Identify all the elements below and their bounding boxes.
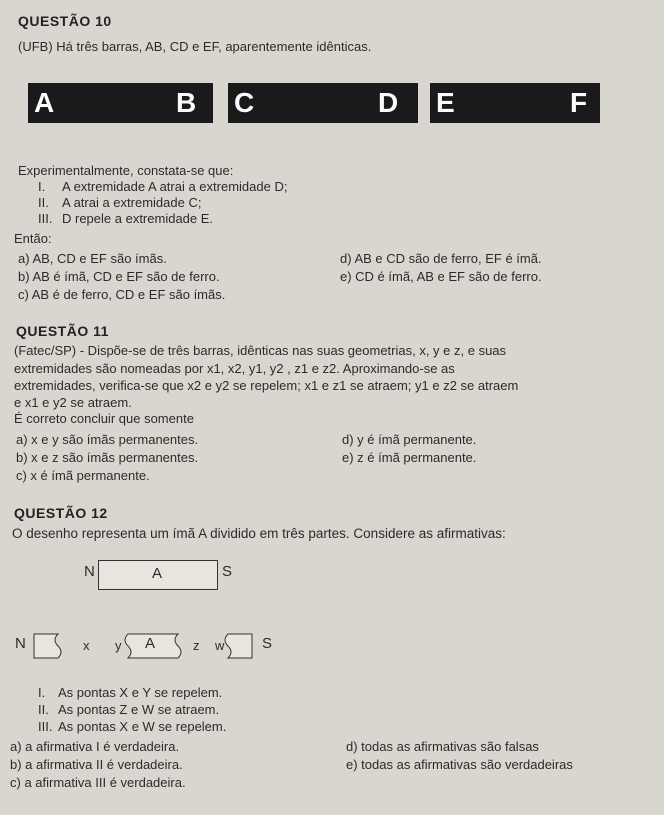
- piece-a-label: A: [145, 635, 156, 652]
- piece-z-label: z: [193, 638, 200, 653]
- piece-3-shape: [225, 634, 252, 658]
- magnet-s-label: S: [222, 563, 233, 580]
- q12-title: QUESTÃO 12: [14, 505, 108, 521]
- q10-exp: Experimentalmente, constata-se que:: [18, 163, 234, 178]
- q10-st1-text: A extremidade A atrai a extremidade D;: [62, 179, 288, 194]
- bar-label-c: C: [234, 87, 255, 118]
- q10-st3-num: III.: [38, 211, 53, 226]
- q12-option-a: a) a afirmativa I é verdadeira.: [10, 739, 180, 754]
- q10-st2-num: II.: [38, 195, 49, 210]
- bar-label-a: A: [34, 87, 55, 118]
- bar-cd: [228, 83, 418, 123]
- q11-line-2: extremidades são nomeadas por x1, x2, y1, y2 , z1 e z2. Aproximando-se as: [14, 361, 455, 376]
- q12-st2-num: II.: [38, 702, 49, 717]
- bar-label-d: D: [378, 87, 399, 118]
- bar-label-f: F: [570, 87, 588, 118]
- q11-line-5: É correto concluir que somente: [14, 411, 194, 426]
- piece-y-label: y: [115, 638, 122, 653]
- q11-option-a: a) x e y são ímãs permanentes.: [16, 432, 199, 447]
- magnet-a: [98, 560, 218, 590]
- piece-w-label: w: [215, 638, 225, 653]
- bar-label-e: E: [436, 87, 455, 118]
- bars-figure: [28, 83, 600, 123]
- piece-s-label: S: [262, 635, 273, 652]
- magnet-n-label: N: [84, 563, 95, 580]
- bar-label-b: B: [176, 87, 197, 118]
- q10-option-c: c) AB é de ferro, CD e EF são ímãs.: [18, 287, 226, 302]
- q10-title: QUESTÃO 10: [18, 13, 112, 29]
- bar-ef: [430, 83, 600, 123]
- q11-option-d: d) y é ímã permanente.: [342, 432, 477, 447]
- q11-line-3: extremidades, verifica-se que x2 e y2 se repelem; x1 e z1 se atraem; y1 e z2 se atraem: [14, 378, 519, 393]
- q10-then: Então:: [14, 231, 52, 246]
- piece-x-label: x: [83, 638, 90, 653]
- q12-option-b: b) a afirmativa II é verdadeira.: [10, 757, 183, 772]
- q12-st3-text: As pontas X e W se repelem.: [58, 719, 227, 734]
- q11-option-b: b) x e z são ímãs permanentes.: [16, 450, 199, 465]
- q12-st1-num: I.: [38, 685, 46, 700]
- q10-st1-num: I.: [38, 179, 46, 194]
- q10-intro: (UFB) Há três barras, AB, CD e EF, aparentemente idênticas.: [18, 39, 372, 54]
- q11-option-e: e) z é ímã permanente.: [342, 450, 477, 465]
- q12-option-e: e) todas as afirmativas são verdadeiras: [346, 757, 573, 772]
- q12-option-c: c) a afirmativa III é verdadeira.: [10, 775, 186, 790]
- q10-option-a: a) AB, CD e EF são ímãs.: [18, 251, 167, 266]
- magnet-a-label: A: [152, 565, 163, 582]
- q10-st3-text: D repele a extremidade E.: [62, 211, 214, 226]
- q12-intro: O desenho representa um ímã A dividido em três partes. Considere as afirmativas:: [12, 526, 506, 541]
- q11-line-4: e x1 e y2 se atraem.: [14, 395, 132, 410]
- q11-line-1: (Fatec/SP) - Dispõe-se de três barras, idênticas nas suas geometrias, x, y e z, e suas: [14, 343, 507, 358]
- q12-option-d: d) todas as afirmativas são falsas: [346, 739, 539, 754]
- q10-option-b: b) AB é ímã, CD e EF são de ferro.: [18, 269, 220, 284]
- q12-st1-text: As pontas X e Y se repelem.: [58, 685, 223, 700]
- q10-option-e: e) CD é ímã, AB e EF são de ferro.: [340, 269, 542, 284]
- q10-st2-text: A atrai a extremidade C;: [62, 195, 202, 210]
- q12-st2-text: As pontas Z e W se atraem.: [58, 702, 220, 717]
- q11-option-c: c) x é ímã permanente.: [16, 468, 150, 483]
- q11-title: QUESTÃO 11: [16, 323, 109, 339]
- q10-option-d: d) AB e CD são de ferro, EF é ímã.: [340, 251, 542, 266]
- piece-1-shape: [34, 634, 61, 658]
- q12-st3-num: III.: [38, 719, 53, 734]
- piece-n-label: N: [15, 635, 26, 652]
- bar-ab: [28, 83, 213, 123]
